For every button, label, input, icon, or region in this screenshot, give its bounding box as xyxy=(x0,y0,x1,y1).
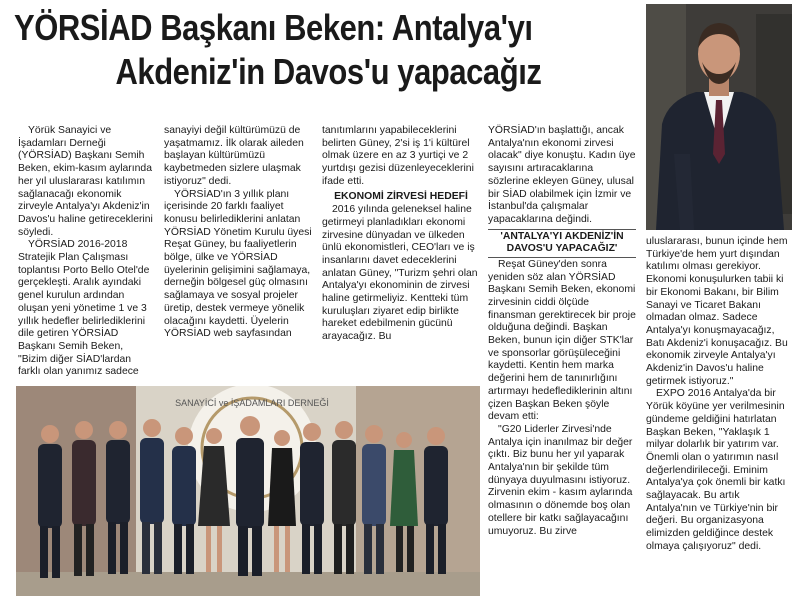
portrait-illustration xyxy=(646,4,792,230)
paragraph: YÖRSİAD'ın 3 yıllık planı içerisinde 20 farklı faaliyet konusu belirlediklerini anlatan YÖRSİAD Yönetim Kurulu üyesi Reşat Güney, bu faaliyetlerin bölge, ülke ve YÖRSİAD üyelerinin gelişimini sağlamaya, derneğin bölgesel güç olmasını sağlamaya ve sosyal projeler üretip, destek vermeye yönelik olacağını kaydetti. Üyelerin YÖRSİAD web sayfasından xyxy=(164,188,312,340)
paragraph: 2016 yılında geleneksel haline getirmeyi planladıkları ekonomi zirvesine dünyadan ve ülkeden ünlü ekonomistleri, CEO'ları ve iş insanlarını davet edeceklerini anlatan Güney, "Turizm şehri olan Antalya'yı ekonominin de zirvesi haline getirmeliyiz. Kentteki tüm kuruluşları ziyaret edip birlikte hareket edebilmenin gücünü arayacağız. Bu xyxy=(322,204,478,343)
article-column-4 xyxy=(488,125,636,538)
paragraph: EXPO 2016 Antalya'da bir Yörük köyüne yer verilmesinin gündeme geldiğini hatırlatan Başkan Beken, "Yaklaşık 1 milyar dolarlık bir yatırım var. Önemli olan o yatırımın nasıl değerlendirileceği. Eminim Antalya'ya çok önemli bir katkı sağlayacak. Bu artık Antalya'nın ve Türkiye'nin bir değeri. Bu organizasyona elimizden geldiğince destek olmaya çalışıyoruz" dedi. xyxy=(646,388,786,552)
portrait-photo-semih-beken xyxy=(646,4,792,230)
paragraph: Yörük Sanayici ve İşadamları Derneği (YÖRSİAD) Başkanı Semih Beken, ekim-kasım aylarında her yıl uluslararası katılımın sağlanacağı ekonomik zirveyle Antalya'yı Akdeniz'in Davos'u haline getireceklerini söyledi. xyxy=(18,125,153,238)
paragraph: sanayiyi değil kültürümüzü de yaşatmamız. İlk olarak aileden başlayan kültürümüzü kaybetmeden sizlere ulaşmak istiyoruz" dedi. xyxy=(164,125,304,187)
subheading-economy-summit: EKONOMİ ZİRVESİ HEDEFİ xyxy=(334,190,468,202)
group-photo xyxy=(16,386,480,596)
subheading-davos: 'ANTALYA'YI AKDENİZ'İN DAVOS'U YAPACAĞIZ' xyxy=(488,229,636,258)
paragraph: YÖRSİAD 2016-2018 Stratejik Plan Çalışması toplantısı Porto Bello Otel'de gerçekleşti. Aralık ayındaki genel kurulun ardından oluşan yeni yönetime 1 ve 3 yıllık hedefler belirlediklerini dile getiren YÖRSİAD Başkanı Semih Beken, "Bizim diğer SİAD'lardan farklı olan yanımız sadece xyxy=(18,239,150,378)
group-photo-illustration xyxy=(16,386,480,596)
paragraph: "G20 Liderler Zirvesi'nde Antalya için inanılmaz bir değer çıktı. Biz bunu her yıl yaparak Antalya'nın bir şekilde tüm dünyaya duyulmasını istiyoruz. Zirvenin ekim - kasım aylarında olmasının o dönemde boş olan otellere bir katkı sağlayacağını umuyoruz. Bu zirve xyxy=(488,423,633,537)
headline-line-1: YÖRSİAD Başkanı Beken: Antalya'yı xyxy=(14,7,533,48)
paragraph: tanıtımlarını yapabileceklerini belirten Güney, 2'si iş 1'i kültürel olmak üzere en az 3 yurtiçi ve 2 yurtdışı gezisi düzenleyeceklerini ifade etti. xyxy=(322,125,474,187)
article-column-3 xyxy=(322,125,480,344)
headline-line-2: Akdeniz'in Davos'u yapacağız xyxy=(115,51,542,92)
paragraph: YÖRSİAD'ın başlattığı, ancak Antalya'nın ekonomi zirvesi olacak" diye konuştu. Kadın üye sayısını artıracaklarına sözlerine ekleyen Güney, ulusal bir SİAD olabilmek için İzmir ve İstanbul'da çalışmalar yapacaklarına değindi. xyxy=(488,125,636,225)
article-column-5 xyxy=(646,236,792,554)
headline xyxy=(14,6,552,94)
paragraph: uluslararası, bunun içinde hem Türkiye'de hem yurt dışından katılımı olması gerekiyor. Ekonomi konuşulurken tabii ki bir Ekonomi Bakanı, bir Bilim Sanayi ve Ticaret Bakanı olmadan olmaz. Sadece Antalya'yı konuşmayacağız, Batı Akdeniz'i konuşacağız. Bu ekonomik zirveyle Antalya'yı Akdeniz'in Davos'u haline getirmek istiyoruz." xyxy=(646,236,788,387)
group-banner-text: SANAYİCİ ve İŞADAMLARI DERNEĞİ xyxy=(175,398,329,408)
article-column-1 xyxy=(18,125,154,379)
paragraph: Reşat Güney'den sonra yeniden söz alan YÖRSİAD Başkanı Semih Beken, ekonomi zirvesinin ciddi ölçüde finansman gerektirecek bir proje olduğuna değindi. Başkan Beken, bunun için diğer STK'lar ve sponsorlar görüşüleceğini kaydetti. Kentin hem marka değerini hem de tanınırlığını artırmayı hedeflediklerinin altını çizen Başkan Beken şöyle devam etti: xyxy=(488,258,636,423)
article-column-2 xyxy=(164,125,314,341)
